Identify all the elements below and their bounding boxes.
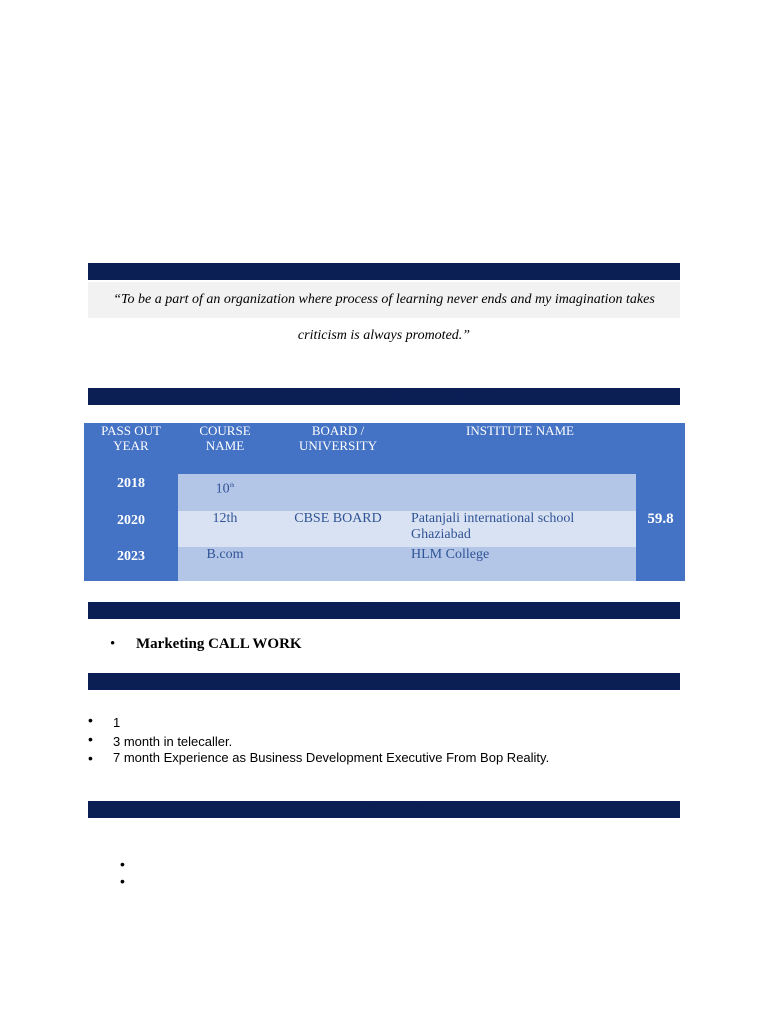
education-heading: EDUCATIONAL QUALIFICATION [88,388,680,405]
bullet-icon: • [120,873,125,889]
board-cell [272,547,404,581]
percent-cell [636,474,685,511]
institute-cell: Patanjali international school Ghaziabad [404,511,636,547]
bullet-icon: • [88,712,93,728]
list-item [88,731,549,750]
year-cell: 2023 [84,547,178,581]
list-item [120,856,125,873]
list-item [88,750,549,766]
computer-heading: COMPUTER [88,801,680,818]
work-item-text: 1 [113,715,121,730]
year-cell: 2020 [84,511,178,547]
course-cell: B.com [178,547,272,581]
table-header-row [84,423,685,474]
board-cell [272,474,404,511]
col-header-percent [636,423,685,474]
work-item-text: 3 month in telecaller. [113,734,233,749]
board-cell: CBSE BOARD [272,511,404,547]
bullet-icon: • [110,636,116,652]
working-experience-heading: WORKING EXPERIENCE [88,673,680,690]
percent-cell [636,547,685,581]
bullet-icon: • [88,731,93,747]
bullet-icon: • [120,856,125,872]
profile-item-text: Marketing CALL WORK [136,636,302,652]
course-cell: 12th [178,511,272,547]
col-header-institute: INSTITUTE NAME [404,423,636,474]
computer-list [120,856,125,890]
col-header-course: COURSE NAME [178,423,272,474]
table-row [84,547,685,581]
institute-cell: HLM College [404,547,636,581]
year-cell: 2018 [84,474,178,511]
list-item [120,873,125,890]
institute-cell [404,474,636,511]
career-objective-heading: CAREER OBJECTIVE [88,263,680,280]
col-header-board: BOARD / UNIVERSITY [272,423,404,474]
course-cell: 10th [178,474,272,511]
profile-list-item [110,636,302,653]
work-item-text: 7 month Experience as Business Development Executive From Bop Reality. [113,750,550,765]
objective-line-1: “To be a part of an organization where process of learning never ends and my imagination takes [88,282,680,318]
col-header-year: PASS OUT YEAR [84,423,178,474]
profile-heading: PROFILE [88,602,680,619]
table-row [84,474,685,511]
table-row [84,511,685,547]
objective-line-2: criticism is always promoted.” [297,328,471,343]
education-table [84,423,685,581]
work-experience-list [88,712,549,766]
bullet-icon: • [88,750,93,766]
percent-cell: 59.8 [636,511,685,547]
career-objective-text [88,282,680,354]
list-item [88,712,549,731]
